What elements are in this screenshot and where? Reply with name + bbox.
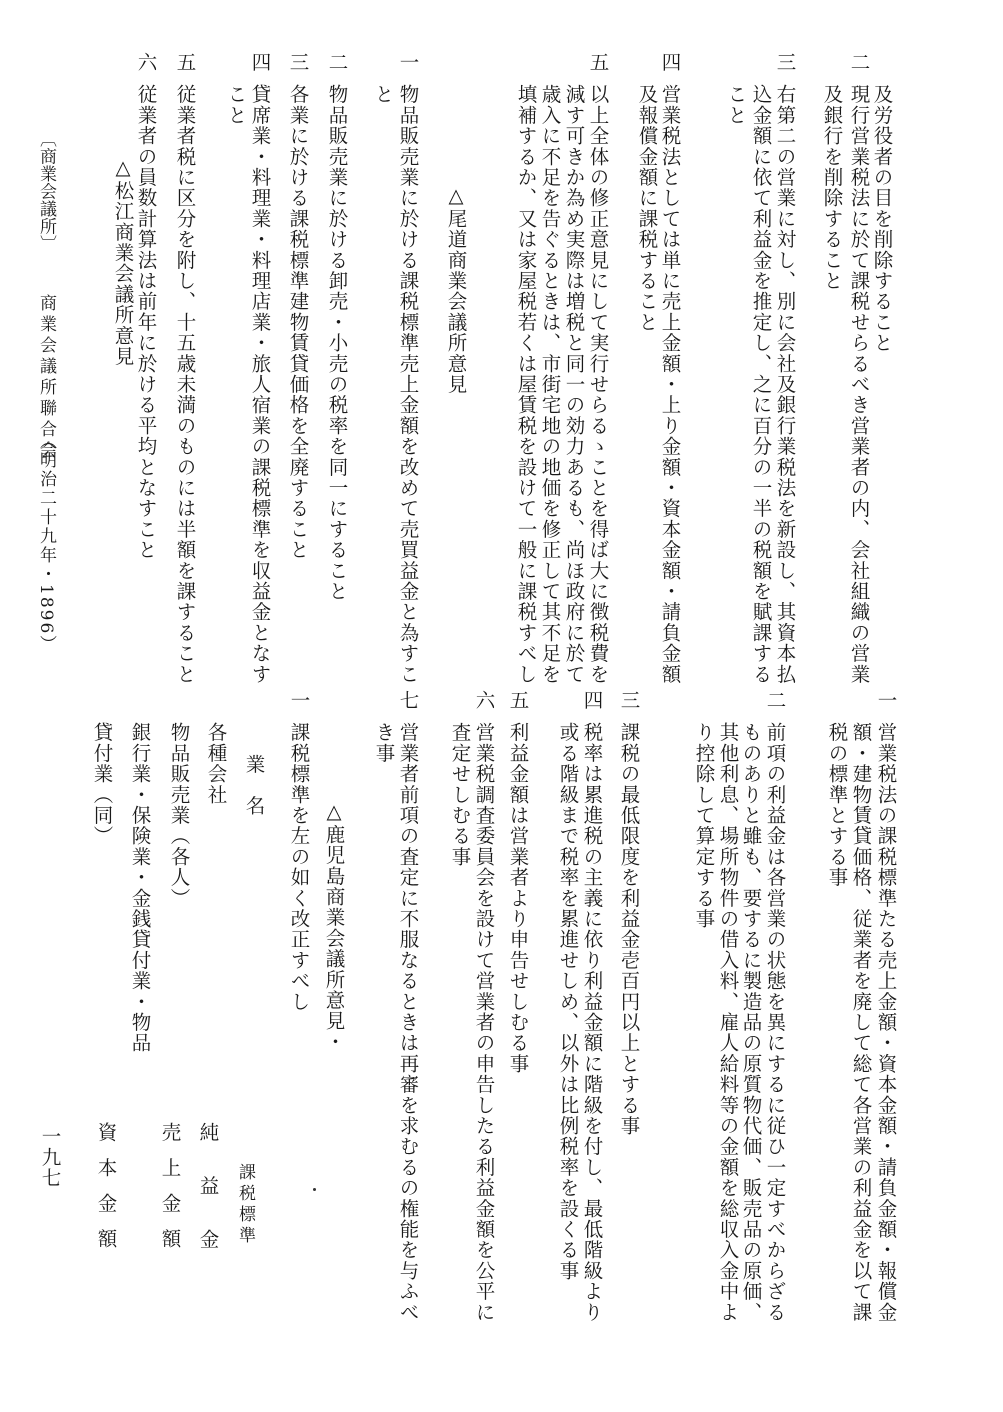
source-title: 商業会議所聯合会 bbox=[36, 294, 56, 462]
upper-text-column: 及報償金額に課税すること bbox=[635, 84, 659, 333]
upper-text-column: 込金額に依て利益金を推定し、之に百分の一半の税額を賦課する bbox=[749, 84, 773, 685]
upper-item-number: 二 bbox=[325, 52, 349, 73]
lower-text-column: 各種会社 bbox=[204, 722, 228, 805]
lower-text-column: 前項の利益金は各営業の状態を異にするに従ひ一定すべからざる bbox=[763, 722, 787, 1323]
upper-text-column: 物品販売業に於ける課税標準売上金額を改めて売買益金と為すこ bbox=[396, 84, 420, 685]
source-bracket: 〔商業会議所〕 bbox=[36, 130, 56, 253]
upper-text-column: 現行営業税法に於て課税せらるべき営業者の内、会社組織の営業 bbox=[847, 84, 871, 685]
upper-text-column: 営業税法としては単に売上金額・上り金額・資本金額・請負金額 bbox=[658, 84, 682, 685]
lower-text-column: 貸付業（同） bbox=[90, 722, 114, 847]
lower-text-column: 査定せしむる事 bbox=[448, 722, 472, 867]
upper-text-column: 及銀行を削除すること bbox=[820, 84, 844, 291]
lower-item-number: 六 bbox=[472, 690, 496, 711]
upper-text-column: 減す可きか為め実際は増税と同一の効力あるも、尚ほ政府に於て bbox=[562, 84, 586, 685]
upper-text-column: 従業者の員数計算法は前年に於ける平均となすこと bbox=[134, 84, 158, 561]
upper-item-number: 四 bbox=[658, 52, 682, 73]
upper-text-column: △松江商業会議所意見 bbox=[111, 156, 135, 367]
upper-text-column: 歳入に不足を告ぐるときは、市街宅地の地価を修正して其不足を bbox=[538, 84, 562, 685]
upper-text-column: 従業者税に区分を附し、十五歳未満のものには半額を課すること bbox=[173, 84, 197, 685]
lower-item-number: 一 bbox=[287, 690, 311, 711]
lower-item-number: 七 bbox=[396, 690, 420, 711]
upper-text-column: 貸席業・料理業・料理店業・旅人宿業の課税標準を収益金となす bbox=[248, 84, 272, 685]
upper-text-column: 及労役者の目を削除すること bbox=[870, 84, 894, 354]
lower-text-column: ものありと雖も、要するに製造品の原質物代価、販売品の原価、 bbox=[739, 722, 763, 1323]
lower-item-number: 一 bbox=[874, 690, 898, 711]
lower-text-column: 営業税調査委員会を設けて営業者の申告したる利益金額を公平に bbox=[472, 722, 496, 1323]
source-date: （明治二十九年・1896） bbox=[36, 432, 56, 655]
lower-text-column: △鹿児島商業会議所意見・ bbox=[322, 800, 346, 1052]
lower-text-column: 利益金額は営業者より申告せしむる事 bbox=[506, 722, 530, 1074]
upper-item-number: 三 bbox=[773, 52, 797, 73]
standard-value: 資本金額 bbox=[94, 1122, 118, 1264]
lower-text-column: 銀行業・保険業・金銭貸付業・物品 bbox=[128, 722, 152, 1054]
upper-item-number: 一 bbox=[396, 52, 420, 73]
upper-item-number: 六 bbox=[134, 52, 158, 73]
lower-text-column: 課税の最低限度を利益金壱百円以上とする事 bbox=[617, 722, 641, 1136]
lower-item-number: 五 bbox=[506, 690, 530, 711]
lower-text-column: 税率は累進税の主義に依り利益金額に階級を付し、最低階級より bbox=[580, 722, 604, 1323]
lower-item-number: 三 bbox=[617, 690, 641, 711]
upper-text-column: 以上全体の修正意見にして実行せらるゝことを得ば大に徴税費を bbox=[586, 84, 610, 685]
upper-text-column: と bbox=[371, 84, 395, 105]
standards-header: 課税標準 bbox=[235, 1163, 255, 1247]
lower-item-number: 四 bbox=[580, 690, 604, 711]
standard-value: 売上金額 bbox=[158, 1122, 182, 1264]
upper-item-number: 五 bbox=[173, 52, 197, 73]
upper-text-column: こと bbox=[224, 84, 248, 126]
upper-text-column: 物品販売業に於ける卸売・小売の税率を同一にすること bbox=[325, 84, 349, 602]
upper-item-number: 三 bbox=[286, 52, 310, 73]
lower-text-column: 其他利息、場所物件の借入料、雇人給料等の金額を総収入金中よ bbox=[716, 722, 740, 1323]
upper-text-column: 填補するか、又は家屋税若くは屋賃税を設けて一般に課税すべし bbox=[514, 84, 538, 685]
page-number: 一九七 bbox=[38, 1126, 62, 1189]
upper-text-column: △尾道商業会議所意見 bbox=[444, 184, 468, 395]
lower-text-column: 業 名 bbox=[242, 754, 266, 817]
upper-item-number: 五 bbox=[586, 52, 610, 73]
upper-text-column: 右第二の営業に対し、別に会社及銀行業税法を新設し、其資本払 bbox=[773, 84, 797, 685]
lower-text-column: 営業税法の課税標準たる売上金額・資本金額・請負金額・報償金 bbox=[874, 722, 898, 1323]
stray-mark bbox=[313, 1188, 316, 1191]
upper-item-number: 二 bbox=[847, 52, 871, 73]
lower-text-column: 課税標準を左の如く改正すべし bbox=[287, 722, 311, 1012]
lower-text-column: 額・建物賃貸価格、従業者を廃して総て各営業の利益金を以て課 bbox=[849, 722, 873, 1323]
lower-text-column: 或る階級まで税率を累進せしめ、以外は比例税率を設くる事 bbox=[556, 722, 580, 1281]
lower-item-number: 二 bbox=[763, 690, 787, 711]
lower-text-column: り控除して算定する事 bbox=[692, 722, 716, 929]
upper-item-number: 四 bbox=[248, 52, 272, 73]
lower-text-column: 営業者前項の査定に不服なるときは再審を求むるの権能を与ふべ bbox=[396, 722, 420, 1323]
standard-value: 純益金 bbox=[196, 1122, 220, 1283]
lower-text-column: き事 bbox=[372, 722, 396, 764]
lower-text-column: 税の標準とする事 bbox=[825, 722, 849, 888]
upper-text-column: 各業に於ける課税標準建物賃貸価格を全廃すること bbox=[286, 84, 310, 561]
upper-text-column: こと bbox=[724, 84, 748, 126]
lower-text-column: 物品販売業（各人） bbox=[167, 722, 191, 909]
